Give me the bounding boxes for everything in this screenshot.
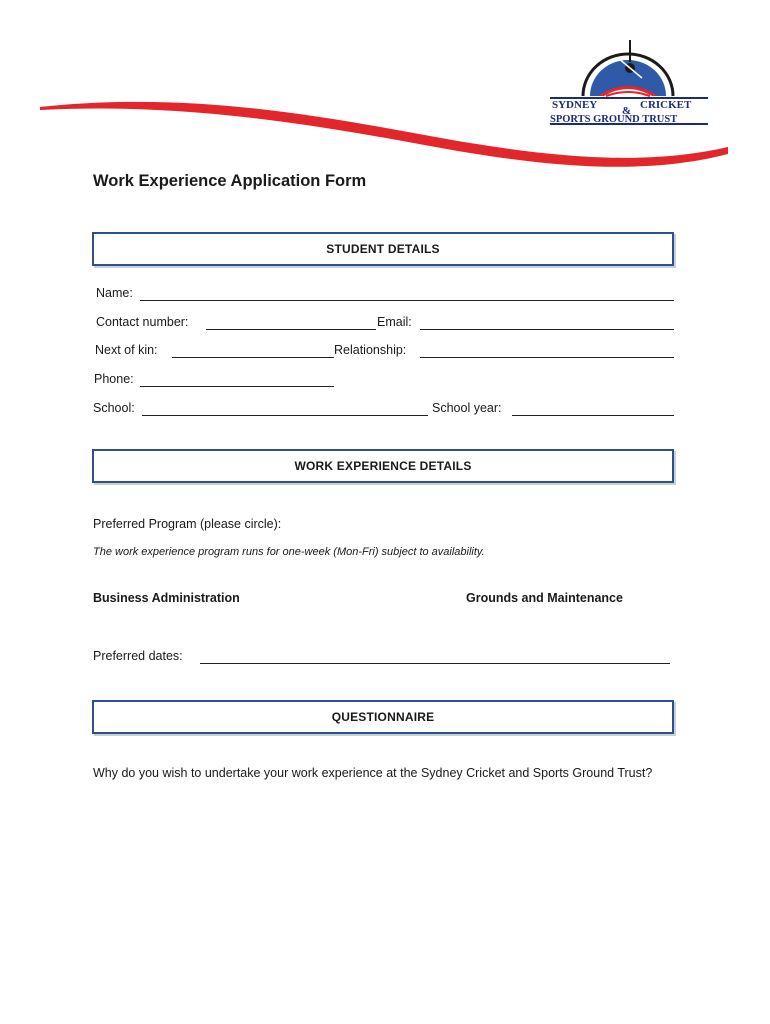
logo-text-ampersand: & xyxy=(622,105,632,117)
school-label: School: xyxy=(93,401,135,415)
phone-label: Phone: xyxy=(94,372,134,386)
phone-field[interactable] xyxy=(140,386,334,387)
preferred-dates-field[interactable] xyxy=(200,663,670,664)
school-year-field[interactable] xyxy=(512,415,674,416)
next-of-kin-field[interactable] xyxy=(172,357,334,358)
email-field[interactable] xyxy=(420,329,674,330)
contact-number-field[interactable] xyxy=(206,329,376,330)
preferred-dates-label: Preferred dates: xyxy=(93,649,183,663)
school-field[interactable] xyxy=(142,415,428,416)
work-experience-details-header: WORK EXPERIENCE DETAILS xyxy=(92,449,674,483)
email-label: Email: xyxy=(377,315,412,329)
name-label: Name: xyxy=(96,286,133,300)
program-availability-note: The work experience program runs for one-week (Mon-Fri) subject to availability. xyxy=(93,546,485,558)
logo-text-cricket: CRICKET xyxy=(640,99,692,111)
next-of-kin-label: Next of kin: xyxy=(95,343,158,357)
preferred-program-label: Preferred Program (please circle): xyxy=(93,517,282,531)
questionnaire-header: QUESTIONNAIRE xyxy=(92,700,674,734)
contact-number-label: Contact number: xyxy=(96,315,189,329)
program-option-business-administration[interactable]: Business Administration xyxy=(93,591,240,605)
page-title: Work Experience Application Form xyxy=(93,172,367,190)
school-year-label: School year: xyxy=(432,401,502,415)
sydney-cricket-logo xyxy=(546,38,710,130)
questionnaire-question-1: Why do you wish to undertake your work experience at the Sydney Cricket and Sports Ground Trust? xyxy=(93,766,653,780)
logo-text-trust: SPORTS GROUND TRUST xyxy=(550,114,678,125)
student-details-header: STUDENT DETAILS xyxy=(92,232,674,266)
name-field[interactable] xyxy=(140,300,674,301)
relationship-label: Relationship: xyxy=(334,343,407,357)
relationship-field[interactable] xyxy=(420,357,674,358)
program-option-grounds-maintenance[interactable]: Grounds and Maintenance xyxy=(466,591,623,605)
logo-text-sydney: SYDNEY xyxy=(552,99,598,111)
